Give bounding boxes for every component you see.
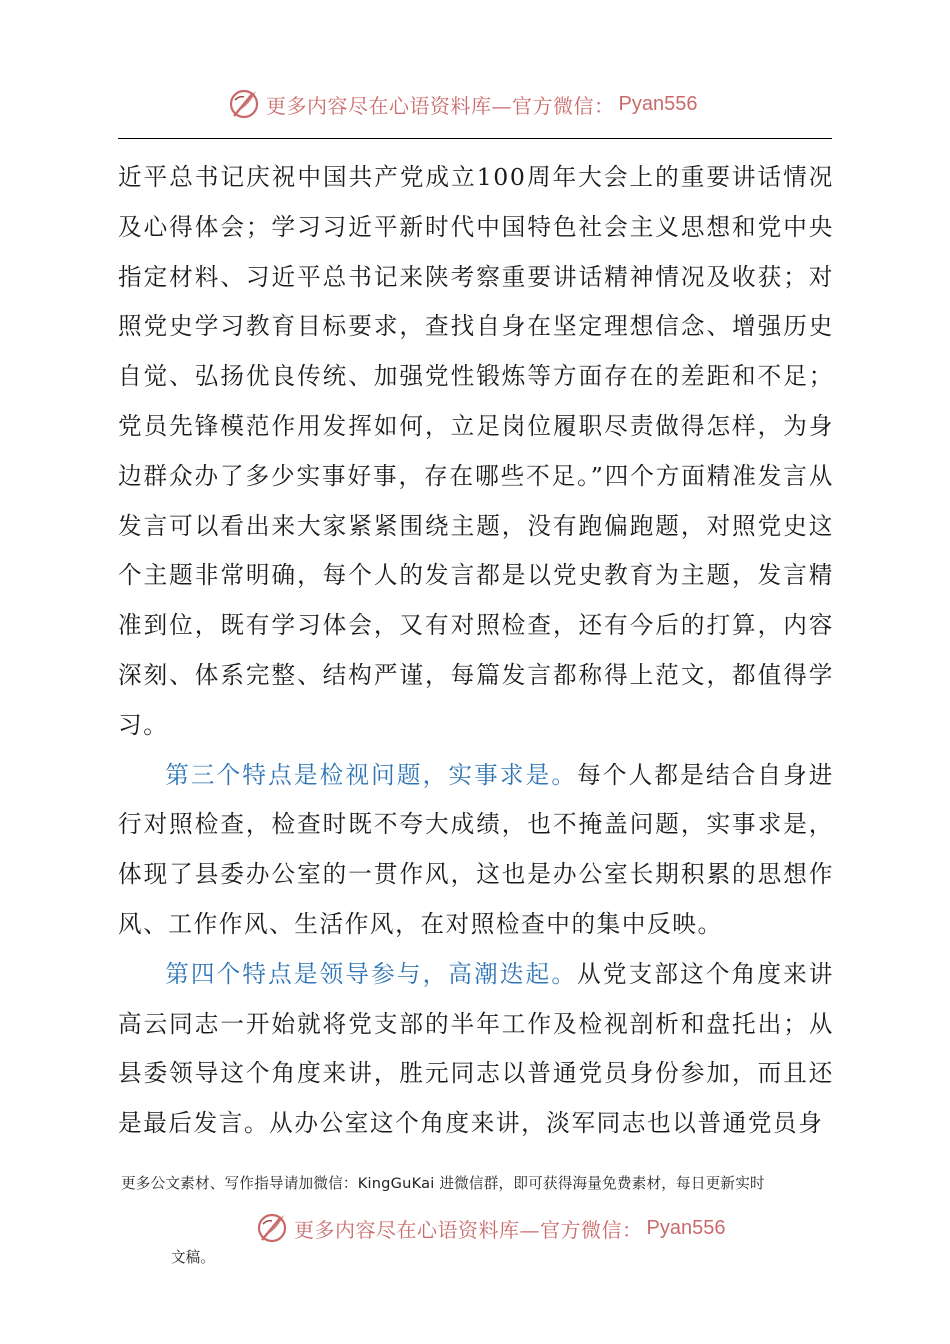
watermark-wechat-id: Pyan556 [646, 1216, 726, 1239]
third-feature-heading: 第三个特点是检视问题，实事求是。 [165, 760, 578, 789]
paragraph-continued: 近平总书记庆祝中国共产党成立100周年大会上的重要讲话情况及心得体会；学习习近平新时代中国特色社会主义思想和党中央指定材料、习近平总书记来陕考察重要讲话精神情况及收获；对照党史学习教育目标要求，查找自身在坚定理想信念、增强历史自觉、弘扬优良传统、加强党性锻炼等方面存在的差距和不足；党员先锋模范作用发挥如何，立足岗位履职尽责做得怎样，为身边群众办了多少实事好事，存在哪些不足。”四个方面精准发言从发言可以看出来大家紧紧围绕主题，没有跑偏跑题，对照党史这个主题非常明确，每个人的发言都是以党史教育为主题，发言精准到位，既有学习体会，又有对照检查，还有今后的打算，内容深刻、体系完整、结构严谨，每篇发言都称得上范文，都值得学习。 [118, 163, 834, 739]
fourth-feature-body: 从党支部这个角度来讲高云同志一开始就将党支部的半年工作及检视剖析和盘托出；从县委领导这个角度来讲，胜元同志以普通党员身份参加，而且还是最后发言。从办公室这个角度来讲，淡军同志也以普通党员身 [118, 959, 835, 1138]
header-watermark [226, 86, 697, 122]
footer-watermark [254, 1210, 725, 1246]
watermark-text: 更多内容尽在心语资料库—官方微信： [266, 93, 615, 118]
footer-note: 更多公文素材、写作指导请加微信：KingGuKai 进微信群，即可获得海量免费素材，每日更新实时 [121, 1175, 765, 1192]
watermark-text: 更多内容尽在心语资料库—官方微信： [294, 1217, 643, 1242]
header-rule [118, 138, 832, 139]
footer-tail: 文稿。 [171, 1249, 215, 1266]
paragraph-third-feature [118, 751, 834, 950]
quill-logo-icon [226, 86, 262, 122]
fourth-feature-heading: 第四个特点是领导参与，高潮迭起。 [165, 959, 578, 988]
paragraph-fourth-feature [118, 950, 834, 1149]
quill-logo-icon [254, 1210, 290, 1246]
third-feature-body: 每个人都是结合自身进行对照检查，检查时既不夸大成绩，也不掩盖问题，实事求是，体现了县委办公室的一贯作风，这也是办公室长期积累的思想作风、工作作风、生活作风，在对照检查中的集中反映。 [118, 760, 835, 938]
watermark-wechat-id: Pyan556 [618, 92, 698, 115]
body-text [118, 153, 834, 1149]
